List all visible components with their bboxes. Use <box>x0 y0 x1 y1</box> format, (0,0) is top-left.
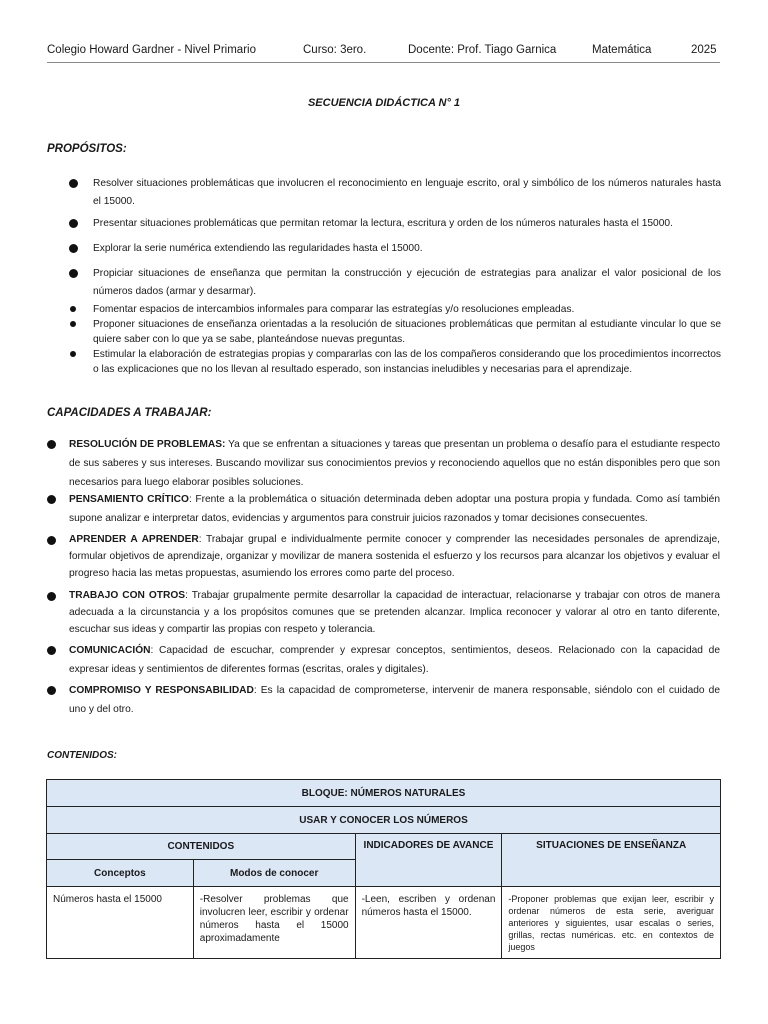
contenidos-header: CONTENIDOS <box>47 834 356 860</box>
purpose-item: Fomentar espacios de intercambios informales para comparar las estrategías y/o resoluciones empleadas. <box>93 302 721 317</box>
bullet-icon <box>69 244 78 253</box>
purpose-item: Estimular la elaboración de estrategias propias y compararlas con las de los compañeros considerando que los procedimientos incorrectos o las explicaciones que no los llevan al resultado esperado, son instancias ineludibles y necesarias para el aprendizaje. <box>93 347 721 377</box>
document-title: SECUENCIA DIDÁCTICA N° 1 <box>307 97 461 109</box>
indicadores-header: INDICADORES DE AVANCE <box>355 834 502 887</box>
purpose-item: Resolver situaciones problemáticas que involucren el reconocimiento en lenguaje escrito, oral y simbólico de los números naturales hasta el 15000. <box>93 175 721 211</box>
capacity-item: PENSAMIENTO CRÍTICO: Frente a la problemática o situación determinada deben adoptar una postura propia y fundada. Como así también supone analizar e interpretar datos, evidencias y argumentos para construir juicios razonados y tomar decisiones consecuentes. <box>69 490 720 528</box>
subtitle-header: USAR Y CONOCER LOS NÚMEROS <box>47 807 721 834</box>
capacity-item: APRENDER A APRENDER: Trabajar grupal e individualmente permite conocer y comprender las necesidades personales de aprendizaje, formular objetivos de aprendizaje, organizar y movilizar de manera sostenida el esfuerzo y los recursos para alcanzar los objetivos y evaluar el progreso hacia las metas propuestas, asumiendo los errores como parte del proceso. <box>69 531 720 582</box>
bullet-icon <box>69 219 78 228</box>
page-header <box>47 44 720 63</box>
bullet-icon <box>47 686 56 695</box>
indicadores-cell: -Leen, escriben y ordenan números hasta el 15000. <box>355 887 502 959</box>
bullet-icon <box>69 179 78 188</box>
purposes-heading: PROPÓSITOS: <box>47 143 127 155</box>
teacher-label: Docente: Prof. Tiago Garnica <box>408 44 557 56</box>
block-header: BLOQUE: NÚMEROS NATURALES <box>47 780 721 807</box>
table-row <box>47 807 721 834</box>
table-row <box>47 834 721 860</box>
modos-cell: -Resolver problemas que involucren leer, escribir y ordenar números hasta el 15000 aproximadamente <box>193 887 355 959</box>
bullet-icon <box>47 646 56 655</box>
table-row <box>47 887 721 959</box>
course-label: Curso: 3ero. <box>303 44 367 56</box>
conceptos-cell: Números hasta el 15000 <box>47 887 194 959</box>
purpose-item: Presentar situaciones problemáticas que permitan retomar la lectura, escritura y orden de los números naturales hasta el 15000. <box>93 215 721 233</box>
bullet-icon <box>47 495 56 504</box>
table-row <box>47 780 721 807</box>
bullet-icon <box>69 269 78 278</box>
bullet-icon <box>47 592 56 601</box>
modos-header: Modos de conocer <box>193 860 355 887</box>
bullet-icon <box>70 351 76 357</box>
capacity-item: TRABAJO CON OTROS: Trabajar grupalmente permite desarrollar la capacidad de interactuar, relacionarse y trabajar con otros de manera adecuada a la circunstancia y a los propósitos comunes que se pretenden alcanzar. Implica reconocer y valorar al otro en tanto diferente, escuchar sus ideas y compartir las propias con respeto y tolerancia. <box>69 587 720 638</box>
school-name: Colegio Howard Gardner - Nivel Primario <box>47 44 256 56</box>
bullet-icon <box>70 321 76 327</box>
capacity-item: COMUNICACIÓN: Capacidad de escuchar, comprender y expresar conceptos, sentimientos, deseos. Relacionado con la capacidad de expresar ideas y sentimientos de diferentes formas (escritas, orales y digitales). <box>69 641 720 679</box>
capacity-item: RESOLUCIÓN DE PROBLEMAS: Ya que se enfrentan a situaciones y tareas que presentan un problema o desafío para el estudiante respecto de sus saberes y sus intereses. Buscando movilizar sus conocimientos previos y reconociendo aquellos que no están disponibles pero que son necesarios para luego elaborar posibles soluciones. <box>69 435 720 492</box>
situaciones-header: SITUACIONES DE ENSEÑANZA <box>502 834 721 887</box>
year-label: 2025 <box>691 44 717 56</box>
bullet-icon <box>47 440 56 449</box>
contents-heading: CONTENIDOS: <box>47 750 117 761</box>
purpose-item: Explorar la serie numérica extendiendo las regularidades hasta el 15000. <box>93 240 721 258</box>
situaciones-cell: -Proponer problemas que exijan leer, escribir y ordenar números de esta serie, averiguar anteriores y siguientes, usar escalas o series, grillas, rectas numéricas. etc. en contextos de juegos <box>502 887 721 959</box>
contents-table <box>46 779 721 959</box>
capacities-heading: CAPACIDADES A TRABAJAR: <box>47 407 212 419</box>
capacity-item: COMPROMISO Y RESPONSABILIDAD: Es la capacidad de comprometerse, intervenir de manera responsable, siéndolo con el cuidado de uno y del otro. <box>69 681 720 719</box>
subject-label: Matemática <box>592 44 652 56</box>
purpose-item: Propiciar situaciones de enseñanza que permitan la construcción y ejecución de estrategias para analizar el valor posicional de los números dados (armar y desarmar). <box>93 265 721 301</box>
bullet-icon <box>70 306 76 312</box>
bullet-icon <box>47 536 56 545</box>
purpose-item: Proponer situaciones de enseñanza orientadas a la resolución de situaciones problemáticas que permitan al estudiante vincular lo que se quiere saber con lo que ya se sabe, planteándose nuevas preguntas. <box>93 317 721 347</box>
conceptos-header: Conceptos <box>47 860 194 887</box>
